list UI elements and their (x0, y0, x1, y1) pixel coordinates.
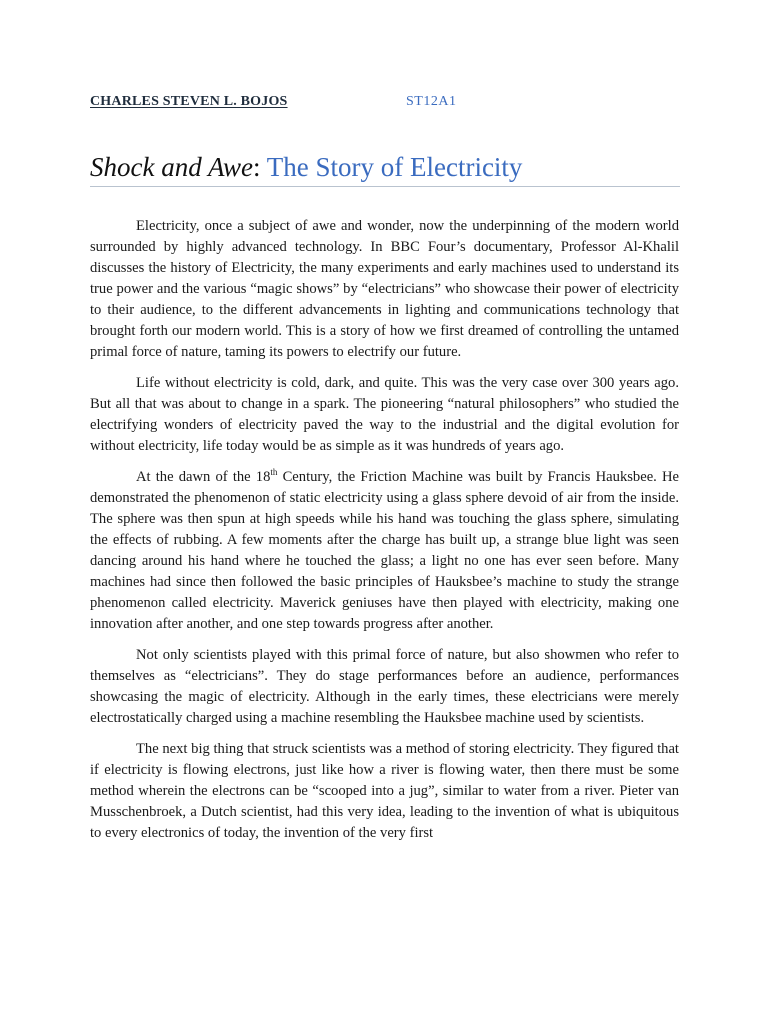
paragraph-1: Electricity, once a subject of awe and wonder, now the underpinning of the modern world surrounded by highly advanced technology. In BBC Four’s documentary, Professor Al-Khalil discusses the history of Electricity, the many experiments and early machines used to understand its true power and the various “magic shows” by “electricians” who showcase their power of electricity to their audience, to the different advancements in lighting and communications technology that brought forth our modern world. This is a story of how we first dreamed of controlling the untamed primal force of nature, taming its powers to electrify our future. (90, 218, 679, 360)
title-colon: : (252, 152, 261, 182)
section-code: ST12A1 (406, 94, 457, 109)
paragraph-4: Not only scientists played with this primal force of nature, but also showmen who refer to themselves as “electricians”. They do stage performances before an audience, performances showcasing the magic of electricity. Although in the early times, these electricians were merely electrostatically charged using a machine resembling the Hauksbee machine used by scientists. (90, 647, 679, 726)
document-title (90, 150, 680, 187)
paragraph-3-superscript: th (270, 467, 278, 478)
paragraph-3-rest: Century, the Friction Machine was built by Francis Hauksbee. He demonstrated the phenomenon of static electricity using a glass sphere devoid of air from the inside. The sphere was then spun at high speeds while his hand was touching the glass sphere, simulating the effects of rubbing. A few moments after the charge has built up, a strange blue light was seen dancing around his hand where he touched the glass; a light no one has ever seen before. Many machines had since then followed the basic principles of Hauksbee’s machine to study the strange phenomenon called electricity. Maverick geniuses have then played with electricity, making one innovation after another, and one step towards progress after another. (90, 469, 680, 632)
paragraph-2: Life without electricity is cold, dark, and quite. This was the very case over 300 years ago. But all that was about to change in a spark. The pioneering “natural philosophers” who studied the electrifying wonders of electricity paved the way to the industrial and the digital evolution for without electricity, life today would be as simple as it was hundreds of years ago. (90, 375, 679, 454)
author-name: CHARLES STEVEN L. BOJOS (90, 94, 288, 109)
paragraph-5: The next big thing that struck scientists was a method of storing electricity. They figured that if electricity is flowing electrons, just like how a river is flowing water, then there must be some method wherein the electrons can be “scooped into a jug”, similar to water from a river. Pieter van Musschenbroek, a Dutch scientist, had this very idea, leading to the invention of what is ubiquitous to every electronics of today, the invention of the very first (90, 741, 679, 841)
document-header (90, 94, 457, 110)
document-body (90, 216, 679, 854)
title-subtitle: The Story of Electricity (266, 152, 523, 182)
title-main: Shock and Awe (90, 152, 253, 182)
paragraph-3 (90, 467, 679, 635)
paragraph-3-start: At the dawn of the 18 (136, 469, 271, 485)
